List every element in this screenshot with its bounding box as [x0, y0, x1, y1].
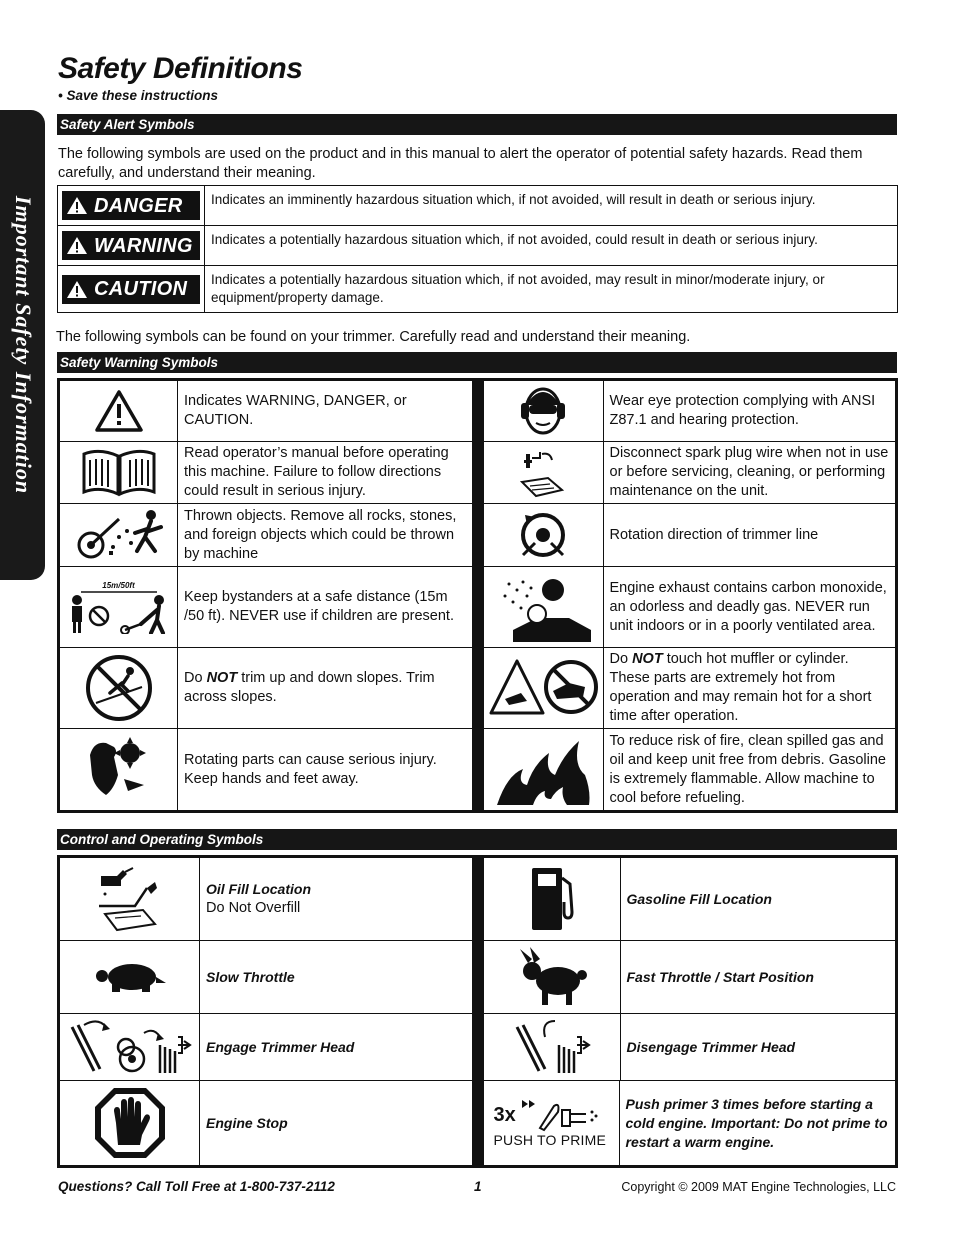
section-heading-warning: Safety Warning Symbols: [57, 352, 897, 373]
caution-label: CAUTION: [94, 278, 188, 300]
engage-trimmer-head-icon: [64, 1017, 196, 1077]
warning-symbol-text: To reduce risk of fire, clean spilled gas and oil and keep unit free from debris. Gasoline is extremely flammable. Allow machine to cool before refueling.: [609, 732, 886, 806]
caution-text: Indicates a potentially hazardous situation which, if not avoided, may result in minor/moderate injury, or equipment/property damage.: [205, 266, 898, 313]
primer-bulb-icon: [522, 1098, 602, 1132]
danger-signal: [62, 191, 200, 220]
warning-label: WARNING: [94, 234, 193, 257]
warning-triangle-icon: [66, 280, 88, 299]
hot-surface-icon: [487, 657, 599, 719]
control-title: Slow Throttle: [206, 968, 295, 985]
list-item: [60, 442, 472, 504]
control-title: Engine Stop: [206, 1114, 288, 1131]
list-item: [484, 381, 896, 442]
list-item: [60, 504, 472, 567]
warning-symbol-text: Keep bystanders at a safe distance (15m /50 ft). NEVER use if children are present.: [184, 589, 454, 624]
danger-text: Indicates an imminently hazardous situation which, if not avoided, will result in death or serious injury.: [205, 186, 898, 226]
warning-symbol-text: Wear eye protection complying with ANSI Z87.1 and hearing protection.: [609, 393, 876, 428]
rotating-parts-hand-icon: [84, 735, 154, 805]
fire-hazard-icon: [493, 735, 593, 805]
warning-symbol-text: Rotation direction of trimmer line: [609, 526, 819, 543]
list-item: [60, 941, 472, 1014]
footer-questions: Questions? Call Toll Free at 1-800-737-2112: [58, 1179, 335, 1194]
alert-row: [58, 266, 898, 313]
exhaust-fumes-icon: [493, 572, 593, 642]
rotation-direction-icon: [515, 507, 571, 563]
warning-text: Indicates a potentially hazardous situation which, if not avoided, could result in death or serious injury.: [205, 226, 898, 266]
fuel-pump-icon: [524, 866, 580, 932]
bystander-distance-icon: [67, 590, 171, 634]
list-item: [60, 858, 472, 941]
warning-triangle-icon: [66, 236, 88, 255]
primer-caption: PUSH TO PRIME: [493, 1132, 607, 1148]
side-tab-label: Important Safety Information: [10, 195, 36, 495]
warning-symbol-text: Thrown objects. Remove all rocks, stones, and foreign objects which could be thrown by machine: [184, 507, 457, 562]
warning-symbol-text: Disconnect spark plug wire when not in use or before servicing, cleaning, or performing maintenance on the unit.: [609, 445, 889, 499]
control-subtitle: Do Not Overfill: [206, 900, 301, 916]
warning-symbol-text: Indicates WARNING, DANGER, or CAUTION.: [184, 393, 407, 428]
section-heading-control: Control and Operating Symbols: [57, 829, 897, 850]
list-item: [484, 941, 896, 1014]
control-title: Push primer 3 times before starting a cold engine. Important: Do not prime to restart a warm engine.: [625, 1095, 888, 1150]
warning-symbol-text: Do NOT touch hot muffler or cylinder. These parts are extremely hot from operation and may remain hot for a short time after operation.: [609, 651, 872, 724]
list-item: [60, 1081, 472, 1165]
spark-plug-disconnect-icon: [518, 448, 568, 498]
list-item: [60, 381, 472, 442]
danger-label: DANGER: [94, 194, 183, 217]
disengage-trimmer-head-icon: [507, 1017, 597, 1077]
distance-label: 15m/50ft: [102, 580, 135, 590]
control-title: Engage Trimmer Head: [206, 1038, 355, 1055]
safety-alert-triangle-icon: [94, 389, 144, 433]
section-heading-alert: Safety Alert Symbols: [57, 114, 897, 135]
no-slope-trimming-icon: [84, 653, 154, 723]
manual-book-icon: [80, 448, 158, 498]
alert-row: [58, 186, 898, 226]
list-item: [484, 729, 896, 810]
alert-intro: The following symbols are used on the product and in this manual to alert the operator of potential safety hazards. Read them carefully, and understand their meaning.: [58, 146, 863, 181]
alert-table: [57, 185, 898, 313]
warning-symbol-text: Do NOT trim up and down slopes. Trim across slopes.: [184, 670, 435, 705]
page-subtitle: • Save these instructions: [58, 88, 219, 103]
list-item: [60, 648, 472, 729]
caution-signal: [62, 275, 200, 304]
list-item: [60, 729, 472, 810]
side-tab: [0, 110, 45, 580]
warning-symbols-grid: [57, 378, 898, 813]
warning-signal: [62, 231, 200, 260]
list-item: [484, 1014, 896, 1081]
list-item: [484, 504, 896, 567]
warning-symbol-text: Rotating parts can cause serious injury. Keep hands and feet away.: [184, 751, 437, 787]
primer-count: 3x: [493, 1103, 516, 1126]
list-item: [484, 567, 896, 648]
page-title: Safety Definitions: [58, 52, 303, 85]
control-title: Oil Fill Location: [206, 881, 311, 897]
list-item: [484, 648, 896, 729]
warning-intro: The following symbols can be found on your trimmer. Carefully read and understand their meaning.: [56, 329, 691, 345]
alert-row: [58, 226, 898, 266]
list-item: [60, 567, 472, 648]
oil-can-icon: [95, 866, 165, 932]
eye-ear-protection-icon: [518, 385, 568, 437]
turtle-slow-icon: [90, 959, 170, 995]
warning-triangle-icon: [66, 196, 88, 215]
control-title: Fast Throttle / Start Position: [626, 968, 814, 985]
rabbit-fast-icon: [514, 947, 590, 1007]
thrown-objects-icon: [69, 507, 169, 563]
control-title: Disengage Trimmer Head: [626, 1038, 796, 1055]
control-title: Gasoline Fill Location: [626, 890, 772, 907]
warning-symbol-text: Read operator’s manual before operating this machine. Failure to follow directions could result in serious injury.: [184, 445, 449, 499]
list-item: [60, 1014, 472, 1081]
warning-symbol-text: Engine exhaust contains carbon monoxide, an odorless and deadly gas. NEVER run unit indoors or in a poorly ventilated area.: [609, 579, 887, 634]
list-item: [484, 442, 896, 504]
engine-stop-hand-icon: [92, 1085, 168, 1161]
page-number: 1: [474, 1179, 482, 1194]
control-symbols-grid: [57, 855, 898, 1168]
list-item: [484, 1081, 896, 1165]
footer-copyright: Copyright © 2009 MAT Engine Technologies, LLC: [621, 1180, 896, 1194]
list-item: [484, 858, 896, 941]
